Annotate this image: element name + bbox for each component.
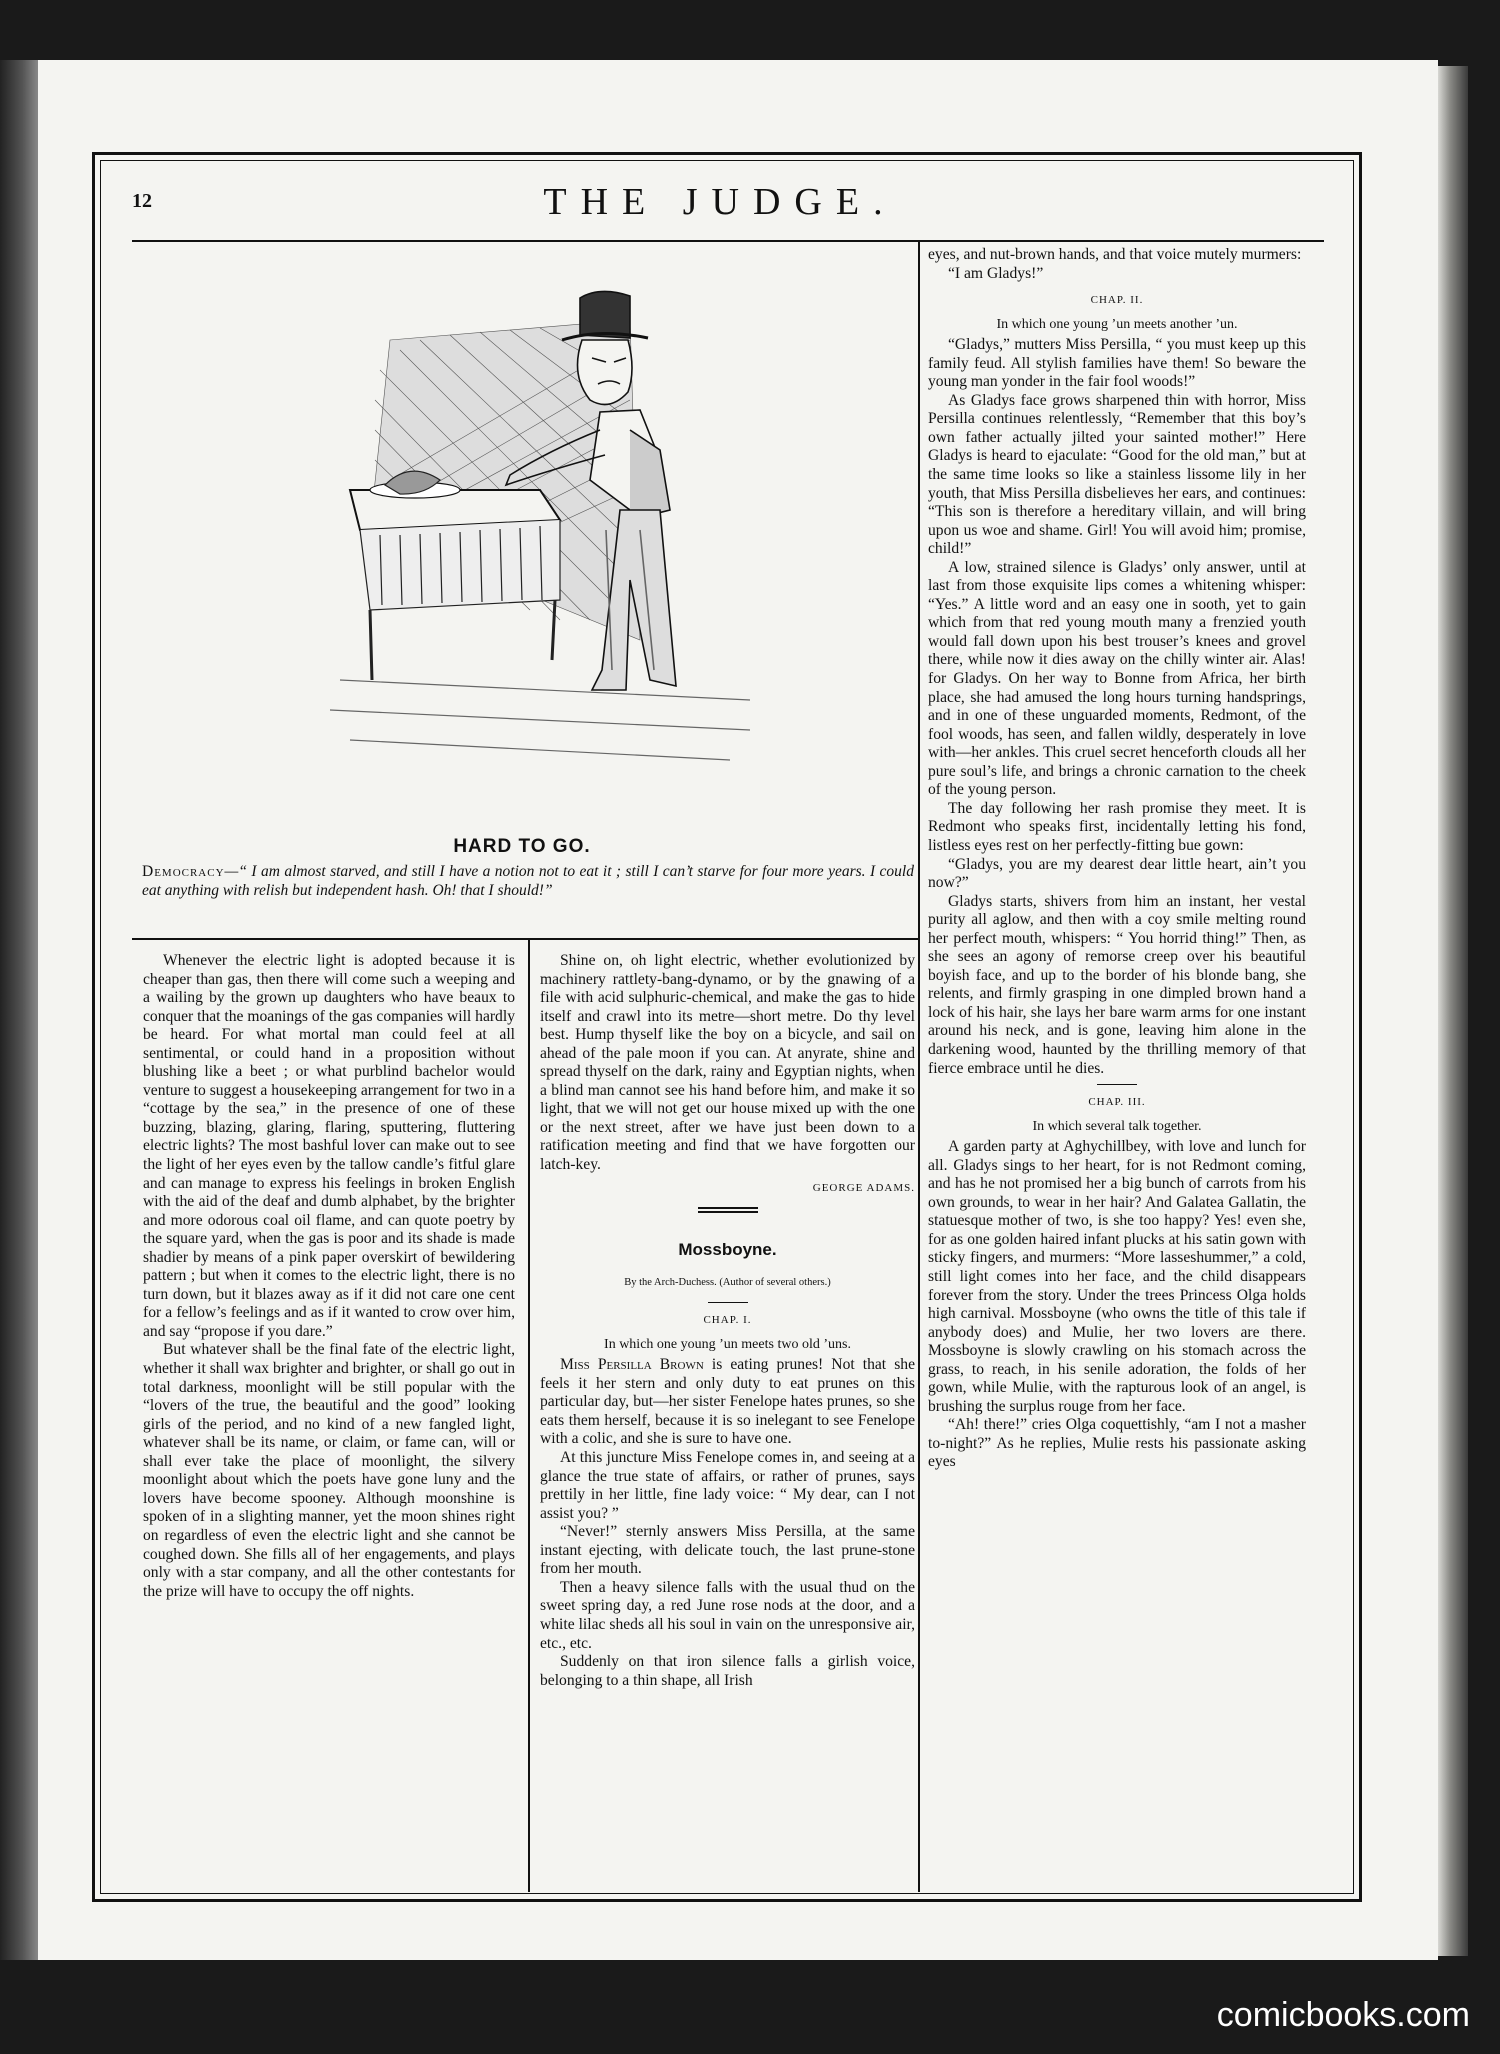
site-watermark: comicbooks.com: [1216, 1996, 1470, 2034]
article-title: Mossboyne.: [678, 1240, 777, 1260]
cartoon-illustration: [330, 280, 770, 780]
paragraph: “Never!” sternly answers Miss Persilla, at the same instant ejecting, with delicate touch, the last prune-stone from her mouth.: [540, 1523, 915, 1578]
cartoon-title: HARD TO GO.: [453, 836, 591, 857]
paragraph: “Gladys, you are my dearest dear little heart, ain’t you now?”: [928, 855, 1306, 892]
table-drawing: [330, 471, 750, 760]
column-divider-right: [918, 242, 920, 1892]
article-byline: By the Arch-Duchess. (Author of several others.): [624, 1276, 831, 1288]
paragraph: The day following her rash promise they meet. It is Redmont who speaks first, incidentally letting his fond, listless eyes rest on her perfectly-fitting bue gown:: [928, 799, 1306, 854]
paragraph: Whenever the electric light is adopted because it is cheaper than gas, then there will come such a weeping and a wailing by the grown up daughters who have beaux to conquer that the moanings of the gas companies will hardly be heard. For what mortal man could feel at all sentimental, or could hand in a proposition without blushing like a beet ; or what purblind bachelor would venture to suggest a housekeeping arrangement for two in a “cottage by the sea,” in the presence of one of these buzzing, blazing, glaring, flaring, sputtering, fluttering electric lights? The most bashful lover can make out to see the light of her eyes even by the tallow candle’s fitful glare and can manage to express his feelings in broken English with the aid of the deaf and dumb alphabet, by the brighter and more odorous coal oil flame, and can quote poetry by the square yard, when the gas is poor and its shade is made shadier by means of a pink paper overskirt of bewildering pattern ; but when it comes to the electric light, there is no turn down, but it blazes away as if it did not care one cent for a fellow’s feelings and as if it wanted to crow over him, and say “propose if you dare.”: [143, 952, 515, 1340]
chapter-heading: CHAP. II.: [1090, 294, 1144, 307]
caption-speaker: Democracy: [142, 863, 225, 880]
paragraph: “Gladys,” mutters Miss Persilla, “ you must keep up this family feud. All stylish families have them! So beware the young man yonder in the fair fool woods!”: [928, 336, 1306, 391]
paragraph: Suddenly on that iron silence falls a girlish voice, belonging to a thin shape, all Irish: [540, 1653, 915, 1689]
column-divider-left: [528, 940, 530, 1892]
page-edge-shadow: [1438, 66, 1468, 1956]
masthead-rule: [132, 240, 1324, 242]
short-divider: [1097, 1084, 1137, 1085]
paragraph: eyes, and nut-brown hands, and that voice mutely murmers:: [928, 246, 1302, 263]
masthead-title: THE JUDGE.: [543, 181, 897, 223]
chapter-subtitle: In which one young ’un meets another ’un.: [996, 316, 1238, 332]
page-number: 12: [132, 190, 152, 212]
author-signature: GEORGE ADAMS.: [812, 1181, 915, 1194]
paragraph: “I am Gladys!”: [948, 264, 1044, 282]
lead-name: Miss Persilla Brown: [560, 1356, 704, 1374]
paragraph: A garden party at Aghychillbey, with love and lunch for all. Gladys sings to her heart, for is not Redmont coming, and has he not promised her a big bunch of carrots from his own grounds, to wear in her hair? And Galatea Gallatin, the statuesque mother of two, is she too happy? Yes! even she, for as one golden haired infant plucks at his satin gown with sticky fingers, and murmers: “More lasseshummer,” a cold, still light comes into her face, and the child disappears forever from the story. Under the trees Princess Olga holds high carnival. Mossboyne (who owns the title of this tale if anybody does) and Mulie, her two lovers are there. Mossboyne is slowly crawling on his stomach across the grass, to reach, in his senile adoration, the folds of her gown, while Mulie, with the rapturous look of an angel, is brushing the surplus rouge from her face.: [928, 1138, 1306, 1415]
column-electric-light: [143, 952, 515, 1601]
chapter-heading: CHAP. III.: [1088, 1096, 1146, 1109]
cartoon-bottom-rule: [132, 938, 918, 940]
column-shine-on-and-mossboyne: [540, 952, 915, 1690]
chapter-heading: CHAP. I.: [703, 1314, 752, 1327]
book-spine: [0, 60, 38, 1960]
paragraph: As Gladys face grows sharpened thin with horror, Miss Persilla continues relentlessly, “Remember that this boy’s own father actually jilted your sainted mother!” Here Gladys is heard to ejaculate: “Good for the old man,” but at the same time looks so like a stainless lissome lily in her youth, that Miss Persilla disbelieves her ears, and continues: “This son is therefore a hereditary villain, and will bring upon us woe and shame. Girl! You will avoid him; promise, child!”: [928, 391, 1306, 558]
chapter-subtitle: In which one young ’un meets two old ’uns.: [604, 1336, 851, 1352]
paragraph: Then a heavy silence falls with the usual thud on the sweet spring day, a red June rose nods at the door, and a white lilac sheds all his soul in vain on the unresponsive air, etc., etc.: [540, 1578, 915, 1652]
column-mossboyne-continued: [928, 246, 1306, 1472]
cartoon-caption: [142, 862, 914, 900]
short-divider: [708, 1302, 748, 1303]
chapter-subtitle: In which several talk together.: [1032, 1118, 1202, 1134]
paragraph: is eating prunes! Not that she feels it her stern and only duty to eat prunes on this particular day, but—her sister Fenelope hates prunes, so she eats them herself, because it is so inelegant to see Fenelope with a colic, and she is sure to have one.: [540, 1356, 915, 1448]
paragraph: “Ah! there!” cries Olga coquettishly, “am I not a masher to-night?” As he replies, Mulie rests his passionate asking eyes: [928, 1416, 1306, 1471]
paragraph: But whatever shall be the final fate of the electric light, whether it shall wax brighter and brighter, or shall go out in total darkness, moonlight will be still popular with the “lovers of the true, the beautiful and the good” looking girls of the period, and no kind of a new fangled light, whatever shall be its name, or claim, or fame can, will or shall ever take the place of moonlight, the silvery moonlight about which the poets have gone luny and the lovers have become spooney. Although moonshine is spoken of in a slighting manner, yet the moon shines right on regardless of even the electric light and she cannot be coughed down. She fills all of her engagements, and plays only with a star company, and all the other contestants for the prize will have to occupy the off nights.: [143, 1341, 515, 1600]
paragraph: Shine on, oh light electric, whether evolutionized by machinery rattlety-bang-dynamo, or by the gnawing of a file with acid sulphuric-chemical, and make the gas to hide itself and crawl into its metre—short metre. Do thy level best. Hump thyself like the boy on a bicycle, and sail on ahead of the pale moon if you can. At anyrate, shine and spread thyself on the dark, rainy and Egyptian nights, when a blind man cannot see his hand before him, and make it so light, that we will not get our house mixed up with the one or the next street, after we have just been down to a ratification meeting and find that we have forgotten our latch-key.: [540, 952, 915, 1174]
paragraph: Gladys starts, shivers from him an instant, her vestal purity all aglow, and then with a coy smile melting round her perfect mouth, whispers: “ You horrid thing!” Then, as she sees an agony of remorse creep over his beautiful boyish face, and up to the border of his blonde bang, she relents, and firmly grasping in one dimpled brown hand a lock of his hair, she lays her bare warm arms for one instant around his neck, and is gone, leaving him alone in the darkening wood, haunted by the thrilling memory of that fierce embrace until he dies.: [928, 892, 1306, 1077]
section-divider: [698, 1207, 758, 1213]
caption-quote: —“ I am almost starved, and still I have a notion not to eat it ; still I can’t starve for four more years. I could eat anything with relish but independent hash. Oh! that I should!”: [142, 863, 914, 899]
paragraph: At this juncture Miss Fenelope comes in, and seeing at a glance the true state of affairs, or rather of prunes, says prettily in her little, fine lady voice: “ My dear, can I not assist you? ”: [540, 1449, 915, 1522]
paragraph: A low, strained silence is Gladys’ only answer, until at last from those exquisite lips comes a whitening whisper: “Yes.” A little word and an easy one in sooth, yet to gain which from that red young mouth many a frenzied youth would fall down upon his best trouser’s knees and grovel there, while now it dies away on the chilly winter air. Alas! for Gladys. On her way to Bonne from Africa, her birth place, she had amused the long hours turning handsprings, and in one of these unguarded moments, Redmont, of the fool woods, has seen, and fallen wildly, desperately in love with—her ankles. This cruel secret henceforth clouds all her pure soul’s life, and brings a chronic carnation to the cheek of the young person.: [928, 558, 1306, 799]
